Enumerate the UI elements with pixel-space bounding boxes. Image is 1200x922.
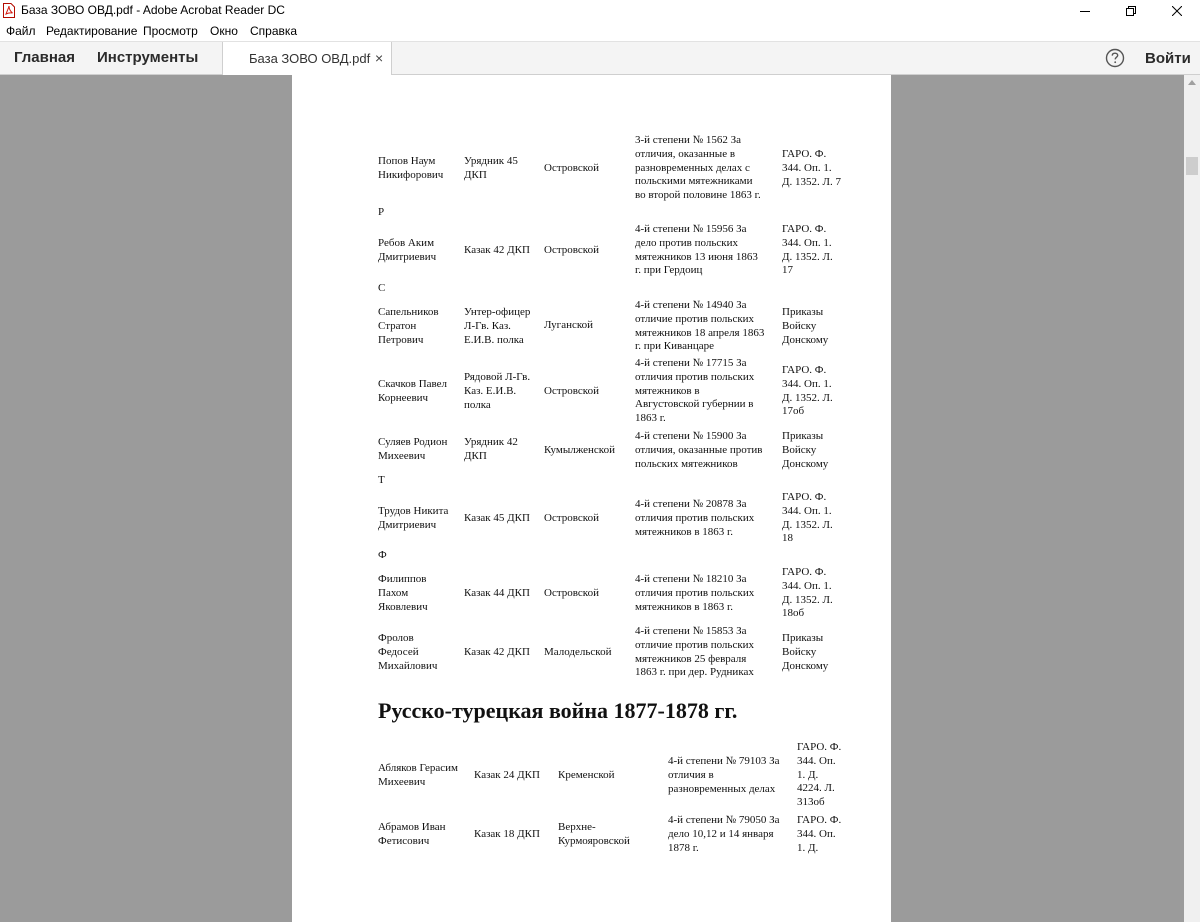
- document-tab-label: База ЗОВО ОВД.pdf: [249, 51, 371, 66]
- archive-source: Приказы Войску Донскому: [782, 430, 829, 470]
- person-stanitsa: Малодельской: [544, 646, 612, 658]
- award-description: 4-й степени № 15853 За отличие против польских мятежников 25 февраля 1863 г. при дер. Рудниках: [635, 625, 755, 679]
- document-viewer[interactable]: [0, 75, 1200, 922]
- archive-source: ГАРО. Ф. 344. Оп. 1. Д. 1352. Л. 7: [782, 148, 841, 188]
- tab-tools[interactable]: Инструменты: [97, 49, 199, 66]
- person-stanitsa: Верхне- Курмояровской: [558, 821, 630, 847]
- document-tab[interactable]: [222, 42, 392, 75]
- archive-source: ГАРО. Ф. 344. Оп. 1. Д. 4224. Л. 313об: [797, 741, 842, 809]
- pdf-page: [292, 75, 891, 922]
- person-name: Абляков Герасим Михеевич: [378, 762, 459, 788]
- award-description: 4-й степени № 14940 За отличие против польских мятежников 18 апреля 1863 г. при Киванцаре: [635, 299, 765, 353]
- person-stanitsa: Островской: [544, 587, 599, 599]
- person-stanitsa: Островской: [544, 512, 599, 524]
- person-stanitsa: Луганской: [544, 319, 594, 331]
- person-rank: Казак 42 ДКП: [464, 244, 530, 256]
- archive-source: ГАРО. Ф. 344. Оп. 1. Д. 1352. Л. 18: [782, 491, 833, 545]
- person-rank: Казак 44 ДКП: [464, 587, 530, 599]
- archive-source: ГАРО. Ф. 344. Оп. 1. Д. 1352. Л. 18об: [782, 566, 833, 620]
- award-description: 4-й степени № 15956 За дело против польских мятежников 13 июня 1863 г. при Гердоиц: [635, 223, 758, 277]
- award-description: 4-й степени № 17715 За отличия против польских мятежников в Августовской губернии в 1863 г.: [635, 357, 755, 425]
- archive-source: ГАРО. Ф. 344. Оп. 1. Д.: [797, 814, 842, 854]
- person-stanitsa: Кумылженской: [544, 444, 615, 456]
- award-description: 4-й степени № 79103 За отличия в разновременных делах: [668, 755, 780, 795]
- close-window-button[interactable]: [1154, 0, 1200, 21]
- menu-edit[interactable]: Редактирование: [46, 24, 138, 38]
- vertical-scrollbar[interactable]: [1184, 75, 1200, 922]
- person-rank: Урядник 42 ДКП: [464, 436, 518, 462]
- close-tab-icon[interactable]: ×: [375, 50, 384, 66]
- archive-source: ГАРО. Ф. 344. Оп. 1. Д. 1352. Л. 17об: [782, 364, 833, 418]
- person-name: Попов Наум Никифорович: [378, 155, 444, 181]
- alphabet-letter: Р: [378, 206, 385, 218]
- menu-help[interactable]: Справка: [250, 24, 298, 38]
- archive-source: Приказы Войску Донскому: [782, 306, 829, 346]
- person-stanitsa: Островской: [544, 244, 599, 256]
- title-bar: [0, 0, 1200, 21]
- award-description: 4-й степени № 79050 За дело 10,12 и 14 января 1878 г.: [668, 814, 780, 854]
- person-name: Трудов Никита Дмитриевич: [378, 505, 449, 531]
- person-stanitsa: Островской: [544, 385, 599, 397]
- person-name: Ребов Аким Дмитриевич: [378, 237, 437, 263]
- person-stanitsa: Кременской: [558, 769, 615, 781]
- award-description: 4-й степени № 18210 За отличия против польских мятежников в 1863 г.: [635, 573, 755, 613]
- restore-button[interactable]: [1108, 0, 1154, 21]
- person-rank: Казак 45 ДКП: [464, 512, 530, 524]
- award-description: 4-й степени № 20878 За отличия против польских мятежников в 1863 г.: [635, 498, 755, 538]
- person-rank: Урядник 45 ДКП: [464, 155, 518, 181]
- menu-file[interactable]: Файл: [6, 24, 36, 38]
- scrollbar-thumb[interactable]: [1186, 157, 1198, 175]
- tab-bar: [0, 41, 1200, 75]
- sign-in-button[interactable]: Войти: [1145, 50, 1191, 67]
- person-stanitsa: Островской: [544, 162, 599, 174]
- section-heading: Русско-турецкая война 1877-1878 гг.: [378, 698, 738, 723]
- archive-source: ГАРО. Ф. 344. Оп. 1. Д. 1352. Л. 17: [782, 223, 833, 277]
- person-name: Сапельников Стратон Петрович: [378, 306, 439, 346]
- menu-bar: [0, 21, 1200, 41]
- close-icon: [1172, 6, 1182, 16]
- person-rank: Казак 24 ДКП: [474, 769, 540, 781]
- person-rank: Казак 42 ДКП: [464, 646, 530, 658]
- scroll-up-icon[interactable]: [1188, 80, 1196, 85]
- person-rank: Казак 18 ДКП: [474, 828, 540, 840]
- person-name: Суляев Родион Михеевич: [378, 436, 448, 462]
- alphabet-letter: С: [378, 282, 386, 294]
- window-title: База ЗОВО ОВД.pdf - Adobe Acrobat Reader DC: [21, 3, 285, 17]
- person-name: Абрамов Иван Фетисович: [378, 821, 446, 847]
- help-icon[interactable]: [1105, 48, 1125, 68]
- alphabet-letter: Т: [378, 474, 385, 486]
- alphabet-letter: Ф: [378, 549, 387, 561]
- person-name: Филиппов Пахом Яковлевич: [378, 573, 428, 613]
- menu-view[interactable]: Просмотр: [143, 24, 198, 38]
- award-description: 3-й степени № 1562 За отличия, оказанные в разновременных делах с польскими мятежниками во второй половине 1863 г.: [635, 134, 761, 202]
- person-name: Фролов Федосей Михайлович: [378, 632, 438, 672]
- award-description: 4-й степени № 15900 За отличия, оказанные против польских мятежников: [635, 430, 763, 470]
- minimize-icon: [1080, 6, 1090, 16]
- pdf-icon: [3, 3, 15, 18]
- minimize-button[interactable]: [1062, 0, 1108, 21]
- menu-window[interactable]: Окно: [210, 24, 238, 38]
- person-rank: Унтер-офицер Л-Гв. Каз. Е.И.В. полка: [464, 306, 531, 346]
- archive-source: Приказы Войску Донскому: [782, 632, 829, 672]
- restore-icon: [1126, 6, 1136, 16]
- person-rank: Рядовой Л-Гв. Каз. Е.И.В. полка: [464, 371, 531, 411]
- tab-home[interactable]: Главная: [14, 49, 76, 66]
- person-name: Скачков Павел Корнеевич: [378, 378, 448, 404]
